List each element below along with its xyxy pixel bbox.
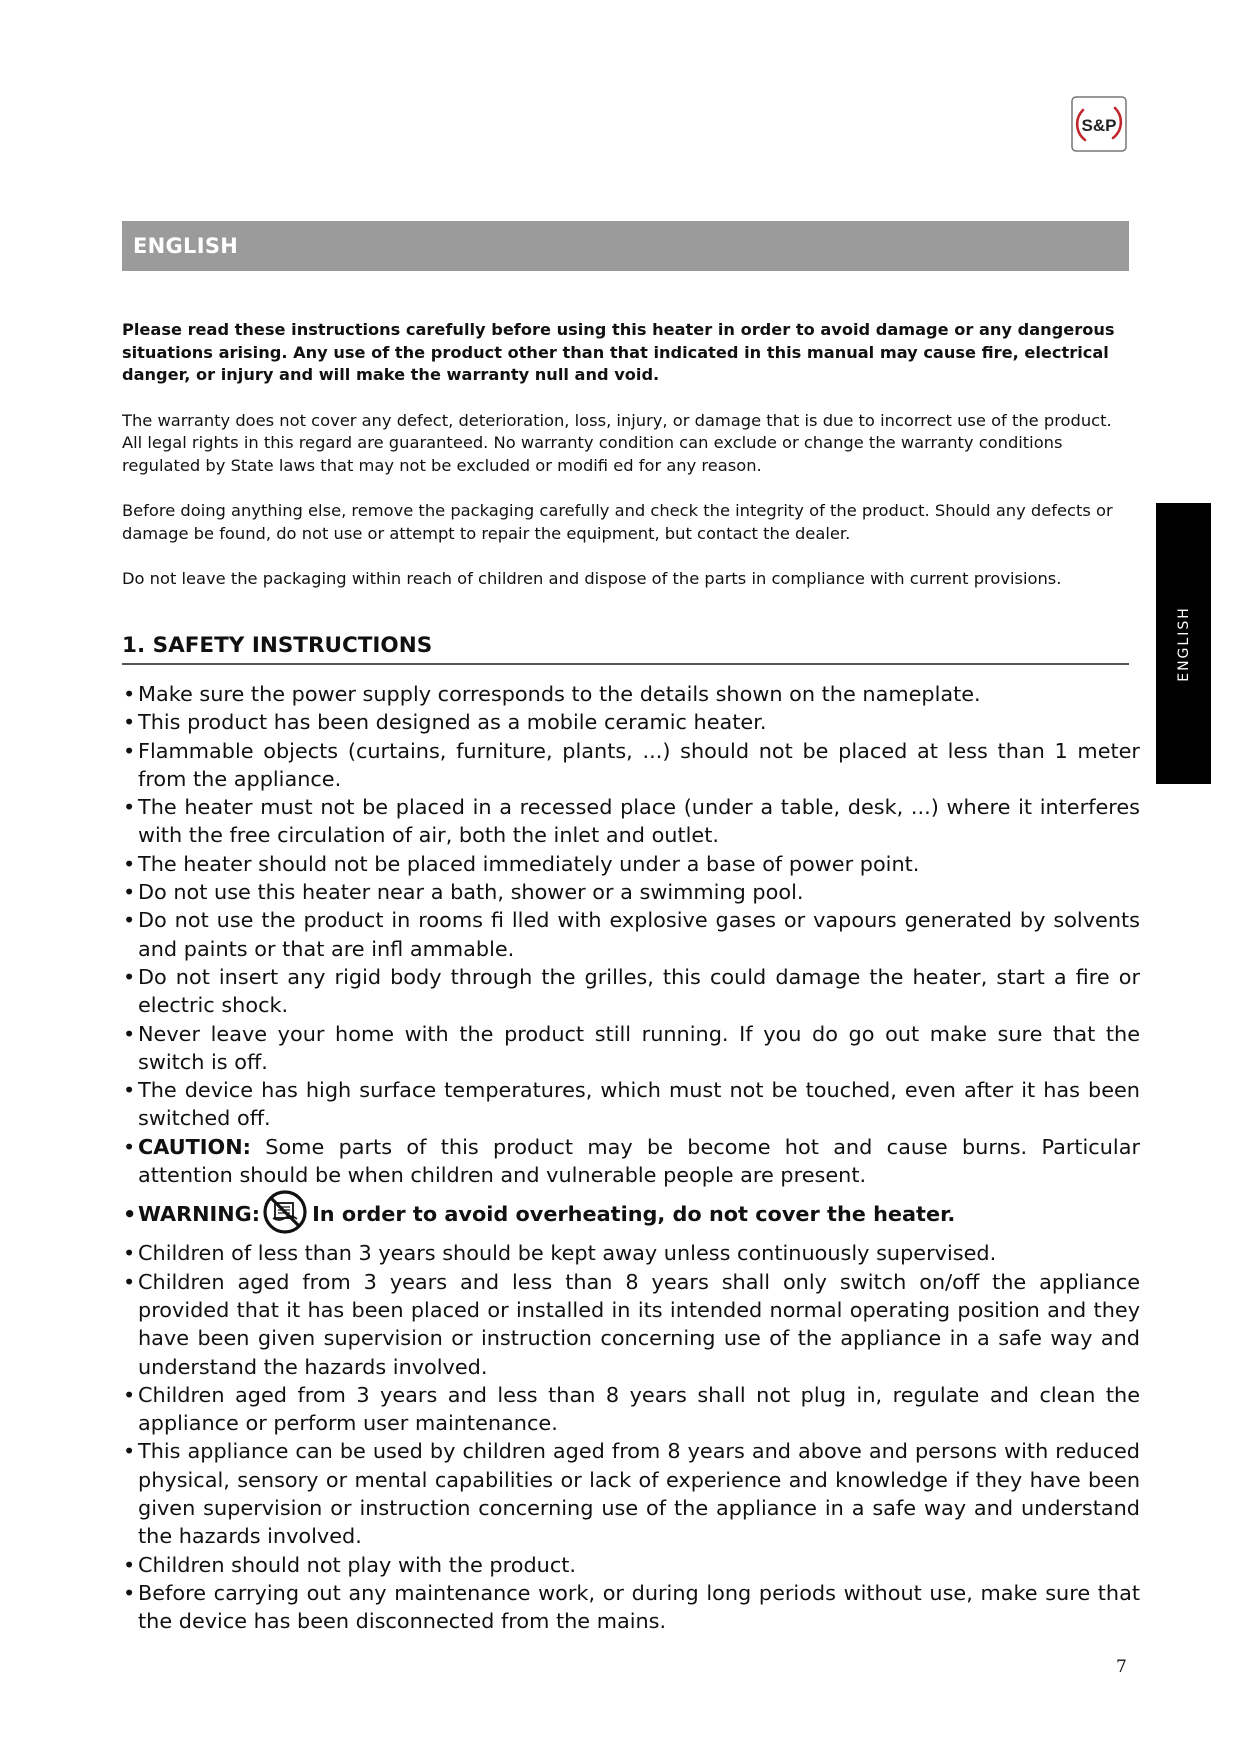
language-header <box>122 221 1129 271</box>
intro-section <box>122 319 1132 591</box>
safety-list <box>122 680 1140 1636</box>
list-item: • Before carrying out any maintenance work, or during long periods without use, make sure that the device has been disconnected from the mains. <box>122 1579 1140 1636</box>
caution-text: Some parts of this product may be become hot and cause burns. Particular attention should be when children and vulnerable people are present. <box>138 1134 1140 1188</box>
list-item: • This product has been designed as a mobile ceramic heater. <box>122 708 1140 736</box>
logo-text: S&P <box>1081 116 1117 135</box>
sp-logo <box>1071 96 1127 152</box>
warning-item <box>122 1191 1140 1237</box>
section-title: 1. SAFETY INSTRUCTIONS <box>122 633 1129 665</box>
list-item: • Do not use this heater near a bath, shower or a swimming pool. <box>122 878 1140 906</box>
children-packaging-paragraph: Do not leave the packaging within reach of children and dispose of the parts in compliance with current provisions. <box>122 569 1062 588</box>
list-item: • Never leave your home with the product still running. If you do go out make sure that the switch is off. <box>122 1020 1140 1077</box>
language-side-tab <box>1156 503 1211 784</box>
list-item: • The device has high surface temperatures, which must not be touched, even after it has been switched off. <box>122 1076 1140 1133</box>
list-item: • The heater must not be placed in a recessed place (under a table, desk, ...) where it interferes with the free circulation of air, both the inlet and outlet. <box>122 793 1140 850</box>
list-item: • Flammable objects (curtains, furniture, plants, ...) should not be placed at less than 1 meter from the appliance. <box>122 737 1140 794</box>
warning-text: In order to avoid overheating, do not cover the heater. <box>312 1202 956 1227</box>
warranty-paragraph: The warranty does not cover any defect, deterioration, loss, injury, or damage that is due to incorrect use of the product. All legal rights in this regard are guaranteed. No warranty condition can exclude or change the warranty conditions regulated by State laws that may not be excluded or modifi ed for any reason. <box>122 410 1112 475</box>
packaging-paragraph: Before doing anything else, remove the packaging carefully and check the integrity of the product. Should any defects or damage be found, do not use or attempt to repair the equipment, but contact the dealer. <box>122 501 1113 543</box>
list-item: • Children should not play with the product. <box>122 1551 1140 1579</box>
list-item: • Do not insert any rigid body through the grilles, this could damage the heater, start a fire or electric shock. <box>122 963 1140 1020</box>
language-header-label: ENGLISH <box>133 234 239 258</box>
list-item: • Children aged from 3 years and less than 8 years shall not plug in, regulate and clean the appliance or perform user maintenance. <box>122 1381 1140 1438</box>
intro-warning-paragraph: Please read these instructions carefully before using this heater in order to avoid damage or any dangerous situations arising. Any use of the product other than that indicated in this manual may cause fire, electrical danger, or injury and will make the warranty null and void. <box>122 320 1115 384</box>
caution-item <box>122 1133 1140 1190</box>
list-item: • Make sure the power supply corresponds to the details shown on the nameplate. <box>122 680 1140 708</box>
page-number: 7 <box>1116 1657 1127 1677</box>
list-item: • The heater should not be placed immediately under a base of power point. <box>122 850 1140 878</box>
language-side-tab-label: ENGLISH <box>1175 605 1192 682</box>
list-item: • Do not use the product in rooms fi lled with explosive gases or vapours generated by solvents and paints or that are infl ammable. <box>122 906 1140 963</box>
warning-label: WARNING: <box>138 1202 261 1227</box>
do-not-cover-icon <box>262 1189 308 1235</box>
list-item: • Children of less than 3 years should be kept away unless continuously supervised. <box>122 1239 1140 1267</box>
list-item: • Children aged from 3 years and less than 8 years shall only switch on/off the appliance provided that it has been placed or installed in its intended normal operating position and they have been given supervision or instruction concerning use of the appliance in a safe way and understand the hazards involved. <box>122 1268 1140 1381</box>
caution-label: CAUTION: <box>138 1134 251 1159</box>
list-item: • This appliance can be used by children aged from 8 years and above and persons with reduced physical, sensory or mental capabilities or lack of experience and knowledge if they have been given supervision or instruction concerning use of the appliance in a safe way and understand the hazards involved. <box>122 1437 1140 1550</box>
